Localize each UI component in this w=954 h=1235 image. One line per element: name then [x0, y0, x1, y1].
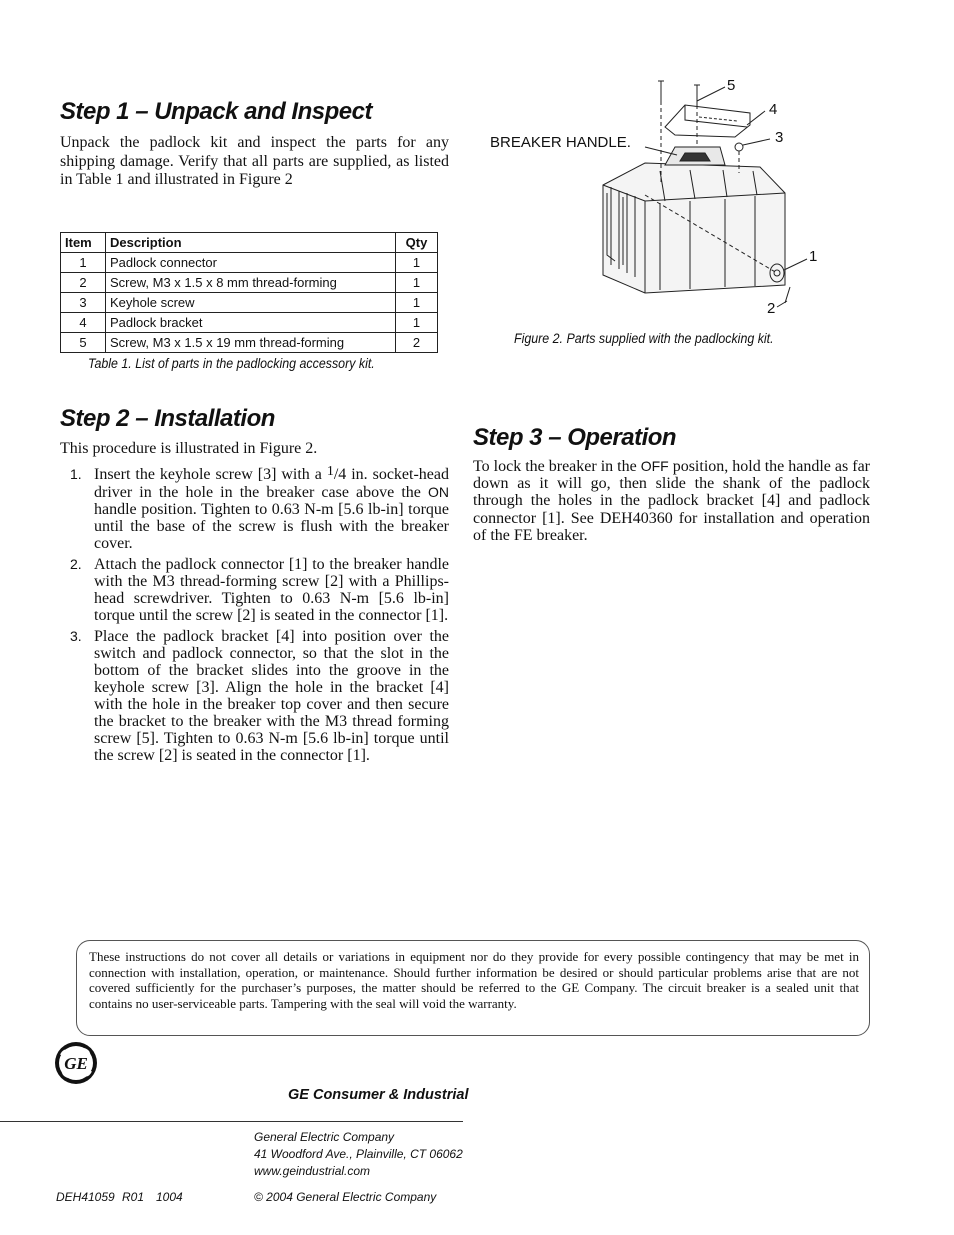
- step-text: handle position. Tighten to 0.63 N-m [5.6 lb-in] torque until the base of the screw is flush with the breaker cover.: [94, 501, 449, 552]
- ge-logo: [54, 1041, 98, 1085]
- step-text: Place the padlock bracket [4] into position over the switch and padlock connector, so that the slot in the bottom of the bracket slides into the groove in the keyhole screw [3]. Align the hole in the bracket [4] with the hole in the breaker top cover and then secure the bracket to the breaker with the M3 thread forming screw [5]. Tighten to 0.63 N-m [5.6 lb-in] torque until the screw [2] is seated in the connector [1].: [94, 628, 449, 764]
- step-number: 2.: [70, 556, 82, 572]
- address-line: General Electric Company: [254, 1130, 395, 1144]
- table-cell-item: 3: [61, 293, 106, 313]
- revision: R01: [122, 1190, 145, 1204]
- table-row: [61, 293, 438, 313]
- table-row: [61, 313, 438, 333]
- table-cell-description: Screw, M3 x 1.5 x 19 mm thread-forming: [106, 333, 396, 353]
- table-header-row: [61, 233, 438, 253]
- date-code: 1004: [156, 1190, 183, 1204]
- list-item: [60, 556, 449, 624]
- step3-text: [473, 458, 870, 544]
- callout-3: 3: [775, 129, 784, 146]
- step1-heading: Step 1 – Unpack and Inspect: [60, 98, 372, 125]
- figure-caption: Figure 2. Parts supplied with the padlocking kit.: [514, 331, 774, 346]
- table-row: [61, 333, 438, 353]
- step3-heading: Step 3 – Operation: [473, 424, 677, 451]
- step3-text-end: position, hold the handle as far down as it will go, then slide the shank of the padlock through the holes in the padlock bracket [4] and padlock connector [1]. See DEH40360 for installation and operation of the FE breaker.: [473, 458, 870, 544]
- table-cell-item: 5: [61, 333, 106, 353]
- step-text: Insert the keyhole screw [3] with a: [94, 466, 327, 483]
- parts-figure: [485, 75, 825, 325]
- table-header-description: Description: [106, 233, 396, 253]
- table-row: [61, 253, 438, 273]
- table-header-item: Item: [61, 233, 106, 253]
- table-cell-item: 4: [61, 313, 106, 333]
- table-cell-description: Keyhole screw: [106, 293, 396, 313]
- table-cell-qty: 1: [396, 273, 438, 293]
- footer-divider: [0, 1121, 463, 1122]
- list-item: [60, 466, 449, 552]
- logo-text: GE: [64, 1054, 88, 1073]
- website-text: www.geindustrial.com: [254, 1164, 371, 1178]
- breaker-handle-label: BREAKER HANDLE.: [490, 134, 631, 151]
- ge-logo-icon: [54, 1041, 98, 1085]
- parts-table: [60, 232, 438, 353]
- fraction-numerator: 1: [326, 464, 334, 479]
- disclaimer-box: These instructions do not cover all details or variations in equipment nor do they provide for every possible contingency that may be met in connection with installation, operation, or maintenance. Should further information be desired or should particular problems arise that are not covered sufficiently for the purchaser’s purposes, the matter should be referred to the GE Company. The circuit breaker is a sealed unit that contains no user-serviceable parts. Tampering with the seal will void the warranty.: [76, 940, 870, 1036]
- doc-number: DEH41059: [56, 1190, 115, 1204]
- step-number: 3.: [70, 628, 82, 644]
- step-number: 1.: [70, 466, 82, 482]
- table-caption: Table 1. List of parts in the padlocking accessory kit.: [88, 356, 375, 371]
- table-cell-qty: 2: [396, 333, 438, 353]
- company-name: GE Consumer & Industrial: [288, 1087, 469, 1103]
- step2-heading: Step 2 – Installation: [60, 405, 275, 432]
- copyright: © 2004 General Electric Company: [254, 1190, 437, 1204]
- step2-intro: This procedure is illustrated in Figure 2.: [60, 440, 318, 457]
- installation-steps: [60, 466, 449, 768]
- table-cell-qty: 1: [396, 253, 438, 273]
- list-item: [60, 628, 449, 764]
- address-block: [254, 1129, 463, 1180]
- table-cell-item: 2: [61, 273, 106, 293]
- callout-1: 1: [809, 248, 818, 265]
- table-cell-qty: 1: [396, 313, 438, 333]
- table-cell-description: Padlock connector: [106, 253, 396, 273]
- on-keyword: ON: [428, 484, 449, 500]
- table-row: [61, 273, 438, 293]
- table-cell-description: Padlock bracket: [106, 313, 396, 333]
- address-line: 41 Woodford Ave., Plainville, CT 06062: [254, 1147, 463, 1161]
- step-text: Attach the padlock connector [1] to the breaker handle with the M3 thread-forming screw [2] with a Phillips-head screwdriver. Tighten to 0.63 N-m [5.6 lb-in] torque until the screw [2] is seated in the connector [1].: [94, 556, 449, 624]
- callout-2: 2: [767, 300, 776, 317]
- step3-text-start: To lock the breaker in the: [473, 458, 641, 475]
- step-text: /4 in. socket-head driver in the hole in the breaker case above the: [94, 466, 450, 501]
- table-cell-description: Screw, M3 x 1.5 x 8 mm thread-forming: [106, 273, 396, 293]
- table-cell-item: 1: [61, 253, 106, 273]
- step1-intro: Unpack the padlock kit and inspect the parts for any shipping damage. Verify that all parts are supplied, as listed in Table 1 and illustrated in Figure 2: [60, 134, 449, 188]
- callout-5: 5: [727, 77, 736, 94]
- table-header-qty: Qty: [396, 233, 438, 253]
- callout-4: 4: [769, 101, 778, 118]
- off-keyword: OFF: [640, 458, 669, 474]
- table-cell-qty: 1: [396, 293, 438, 313]
